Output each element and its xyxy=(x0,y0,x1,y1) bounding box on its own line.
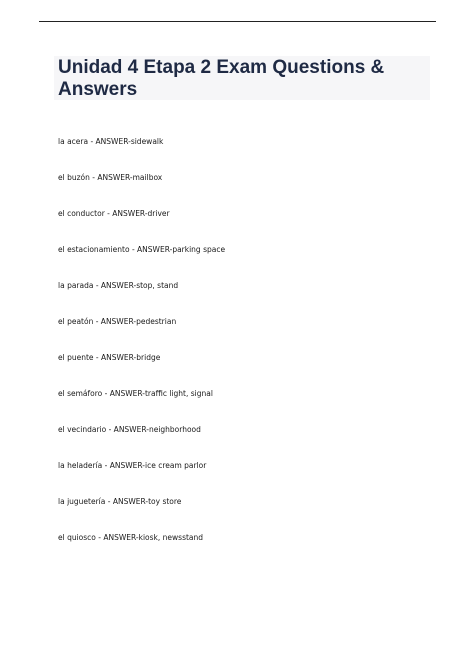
qa-item: el puente - ANSWER-bridge xyxy=(58,353,161,362)
qa-item: el vecindario - ANSWER-neighborhood xyxy=(58,425,201,434)
qa-item: el semáforo - ANSWER-traffic light, signal xyxy=(58,389,213,398)
qa-item: la juguetería - ANSWER-toy store xyxy=(58,497,182,506)
qa-item: el conductor - ANSWER-driver xyxy=(58,209,170,218)
qa-list xyxy=(58,137,225,569)
qa-item: el buzón - ANSWER-mailbox xyxy=(58,173,163,182)
qa-item: el estacionamiento - ANSWER-parking space xyxy=(58,245,226,254)
qa-item: el quiosco - ANSWER-kiosk, newsstand xyxy=(58,533,204,542)
document-title: Unidad 4 Etapa 2 Exam Questions & Answers xyxy=(58,57,385,100)
qa-item: la heladería - ANSWER-ice cream parlor xyxy=(58,461,207,470)
top-divider xyxy=(39,21,436,22)
qa-item: la parada - ANSWER-stop, stand xyxy=(58,281,179,290)
qa-item: la acera - ANSWER-sidewalk xyxy=(58,137,164,146)
qa-item: el peatón - ANSWER-pedestrian xyxy=(58,317,177,326)
